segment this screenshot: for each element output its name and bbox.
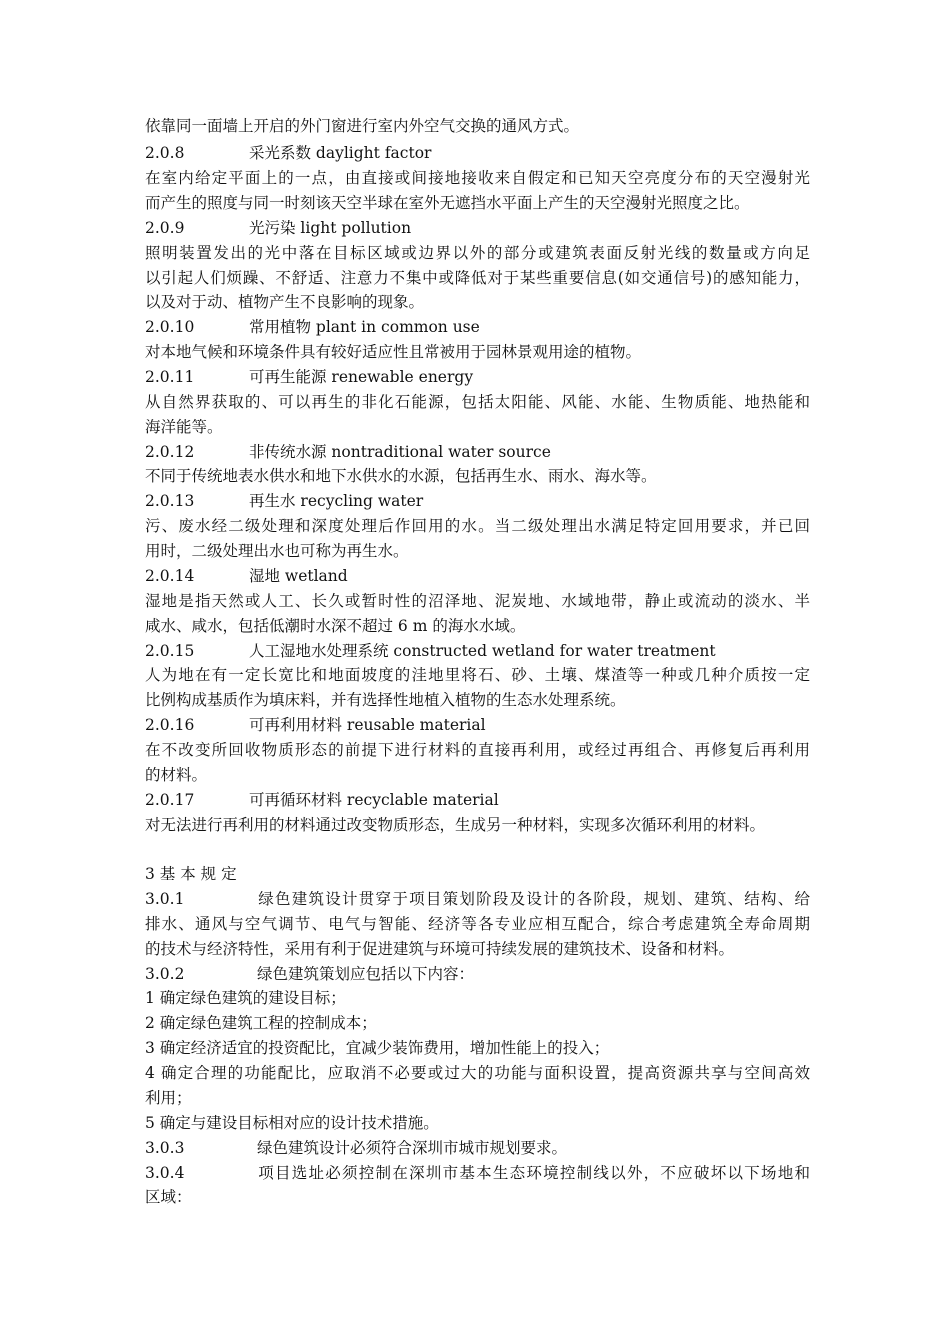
clause-number: 3.0.4	[145, 1164, 185, 1182]
clause-heading: 3.0.1 绿色建筑设计贯穿于项目策划阶段及设计的各阶段，规划、建筑、结构、给	[145, 887, 810, 911]
text-line: 对无法进行再利用的材料通过改变物质形态，生成另一种材料，实现多次循环利用的材料。	[145, 816, 766, 834]
clause-number: 2.0.10	[145, 318, 195, 336]
clause-number: 2.0.12	[145, 443, 195, 461]
clause-number: 2.0.15	[145, 642, 195, 660]
clause-heading: 2.0.16 可再利用材料 reusable material	[145, 713, 810, 737]
clause-number: 3.0.2	[145, 965, 185, 983]
clause-number: 2.0.11	[145, 368, 195, 386]
clause-number: 2.0.13	[145, 492, 195, 510]
clause-heading: 2.0.10 常用植物 plant in common use	[145, 315, 810, 339]
clause-heading: 2.0.13 再生水 recycling water	[145, 489, 810, 513]
clause-heading: 2.0.15 人工湿地水处理系统 constructed wetland for water treatment	[145, 639, 810, 663]
text-line: 以及对于动、植物产生不良影响的现象。	[145, 293, 425, 311]
text-line: 湿地是指天然或人工、长久或暂时性的沼泽地、泥炭地、水域地带，静止或流动的淡水、半	[145, 592, 810, 610]
clause-number: 2.0.16	[145, 716, 195, 734]
list-item: 4 确定合理的功能配比，应取消不必要或过大的功能与面积设置，提高资源共享与空间高效	[145, 1064, 810, 1082]
list-item: 5 确定与建设目标相对应的设计技术措施。	[145, 1114, 439, 1132]
text-line: 照明装置发出的光中落在目标区域或边界以外的部分或建筑表面反射光线的数量或方向足	[145, 244, 810, 262]
clause-number: 3.0.3	[145, 1139, 185, 1157]
clause-heading: 2.0.14 湿地 wetland	[145, 564, 810, 588]
text-line: 污、废水经二级处理和深度处理后作回用的水。当二级处理出水满足特定回用要求，并已回	[145, 517, 810, 535]
text-line: 不同于传统地表水供水和地下水供水的水源，包括再生水、雨水、海水等。	[145, 467, 657, 485]
clause-number: 3.0.1	[145, 890, 185, 908]
list-item: 1 确定绿色建筑的建设目标；	[145, 989, 346, 1007]
text-line: 区域：	[145, 1188, 192, 1206]
clause-number: 2.0.9	[145, 219, 185, 237]
text-line: 在室内给定平面上的一点，由直接或间接地接收来自假定和已知天空亮度分布的天空漫射光	[145, 169, 810, 187]
clause-heading: 2.0.17 可再循环材料 recyclable material	[145, 788, 810, 812]
text-line: 在不改变所回收物质形态的前提下进行材料的直接再利用，或经过再组合、再修复后再利用	[145, 741, 810, 759]
text-line: 海洋能等。	[145, 418, 223, 436]
clause-heading: 2.0.8 采光系数 daylight factor	[145, 141, 810, 165]
text-line: 的技术与经济特性，采用有利于促进建筑与环境可持续发展的建筑技术、设备和材料。	[145, 940, 735, 958]
text-line: 比例构成基质作为填床料，并有选择性地植入植物的生态水处理系统。	[145, 691, 626, 709]
text-line: 人为地在有一定长宽比和地面坡度的洼地里将石、砂、土壤、煤渣等一种或几种介质按一定	[145, 666, 810, 684]
text-line: 依靠同一面墙上开启的外门窗进行室内外空气交换的通风方式。	[145, 117, 580, 135]
clause-number: 2.0.14	[145, 567, 195, 585]
text-line: 排水、通风与空气调节、电气与智能、经济等各专业应相互配合，综合考虑建筑全寿命周期	[145, 915, 810, 933]
clause-heading: 2.0.12 非传统水源 nontraditional water source	[145, 440, 810, 464]
list-item: 2 确定绿色建筑工程的控制成本；	[145, 1014, 377, 1032]
clause-heading: 3.0.4 项目选址必须控制在深圳市基本生态环境控制线以外，不应破坏以下场地和	[145, 1161, 810, 1185]
text-line: 的材料。	[145, 766, 208, 784]
section-heading: 3 基 本 规 定	[145, 865, 237, 883]
text-line: 对本地气候和环境条件具有较好适应性且常被用于园林景观用途的植物。	[145, 343, 642, 361]
text-line: 而产生的照度与同一时刻该天空半球在室外无遮挡水平面上产生的天空漫射光照度之比。	[145, 194, 750, 212]
text-line: 用时，二级处理出水也可称为再生水。	[145, 542, 409, 560]
clause-number: 2.0.8	[145, 144, 185, 162]
clause-heading: 3.0.2 绿色建筑策划应包括以下内容：	[145, 962, 810, 986]
clause-number: 2.0.17	[145, 791, 195, 809]
clause-heading: 3.0.3 绿色建筑设计必须符合深圳市城市规划要求。	[145, 1136, 810, 1160]
text-line: 从自然界获取的、可以再生的非化石能源，包括太阳能、风能、水能、生物质能、地热能和	[145, 393, 810, 411]
list-item: 3 确定经济适宜的投资配比，宜减少装饰费用，增加性能上的投入；	[145, 1039, 610, 1057]
text-line: 利用；	[145, 1089, 192, 1107]
clause-heading: 2.0.9 光污染 light pollution	[145, 216, 810, 240]
text-line: 咸水、咸水，包括低潮时水深不超过 6 m 的海水水域。	[145, 617, 526, 635]
text-line: 以引起人们烦躁、不舒适、注意力不集中或降低对于某些重要信息(如交通信号)的感知能力，	[145, 269, 810, 287]
clause-heading: 2.0.11 可再生能源 renewable energy	[145, 365, 810, 389]
